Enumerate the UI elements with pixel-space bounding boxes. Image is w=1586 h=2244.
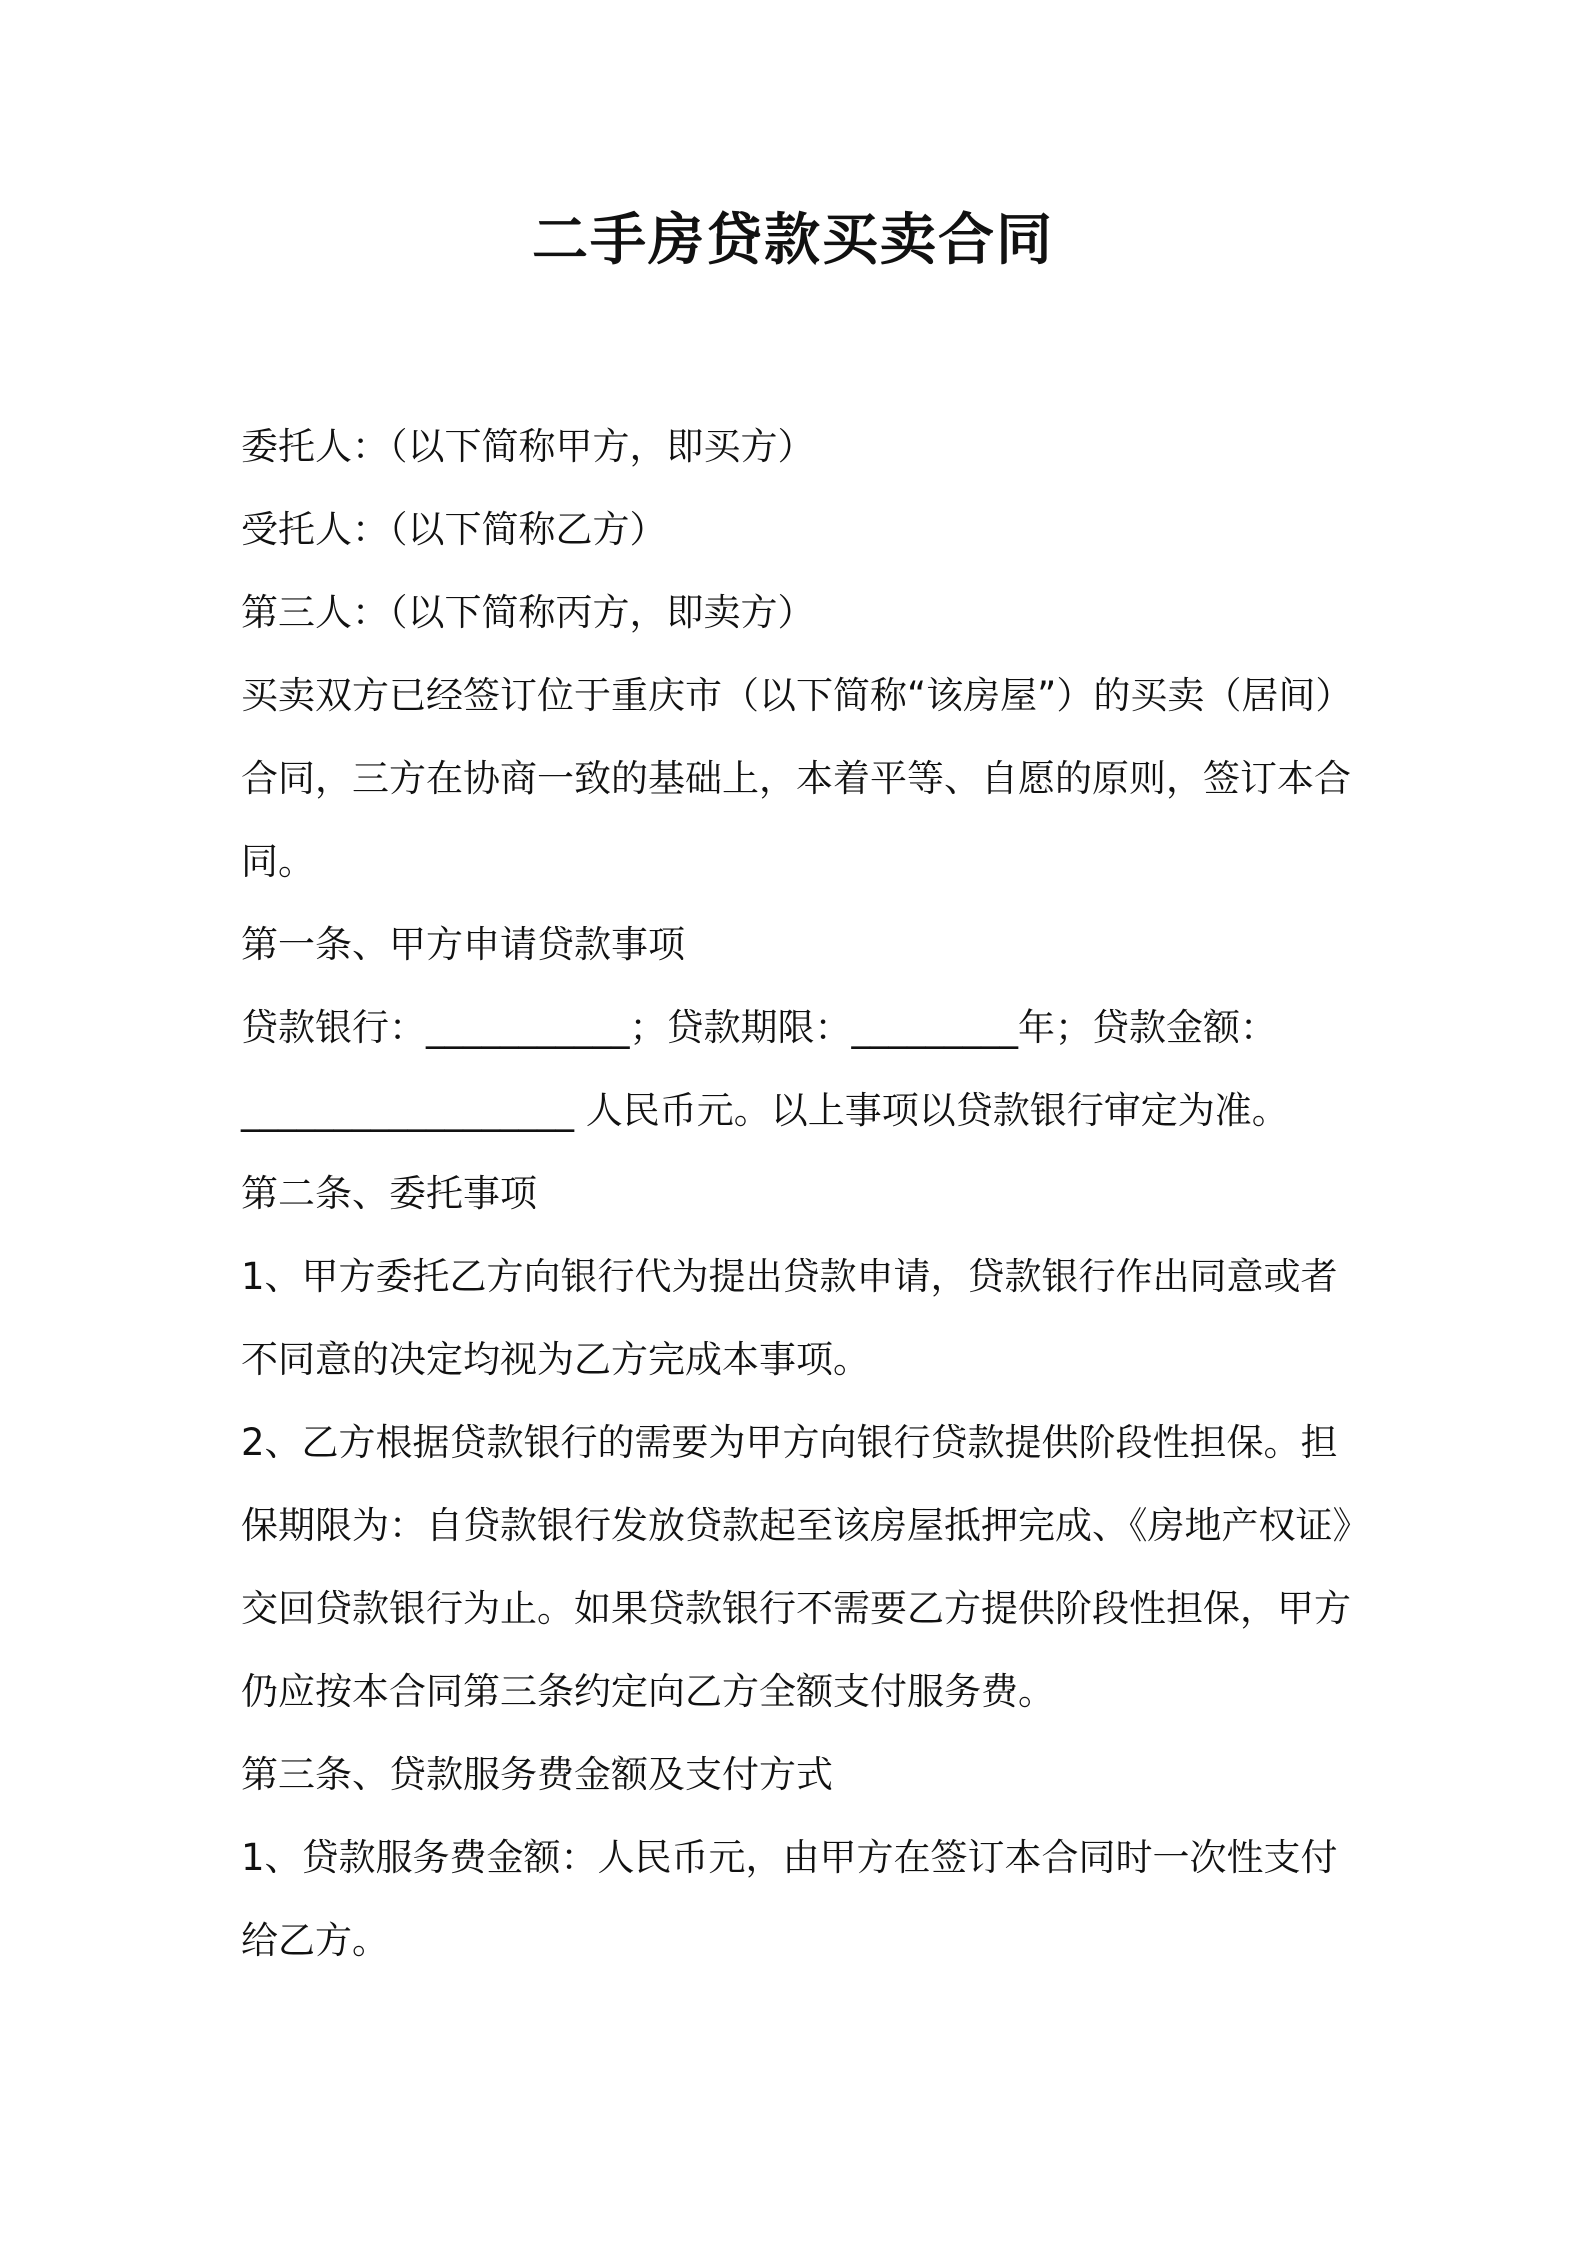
loan-details-line: __________________ 人民币元。以上事项以贷款银行审定为准。 [241, 1089, 1289, 1132]
preamble-line: 买卖双方已经签订位于重庆市（以下简称“该房屋”）的买卖（居间） [241, 674, 1353, 717]
party-agent-line: 受托人：（以下简称乙方） [241, 508, 667, 551]
article-2-heading: 第二条、委托事项 [241, 1172, 537, 1215]
clause-line: 给乙方。 [241, 1919, 389, 1962]
preamble-line: 同。 [241, 840, 315, 883]
clause-line: 不同意的决定均视为乙方完成本事项。 [241, 1338, 870, 1381]
document-body [241, 405, 1370, 1982]
document-title: 二手房贷款买卖合同 [532, 208, 1054, 273]
article-3-heading: 第三条、贷款服务费金额及支付方式 [241, 1753, 833, 1796]
preamble-line: 合同，三方在协商一致的基础上，本着平等、自愿的原则，签订本合 [241, 757, 1351, 800]
clause-line: 1、甲方委托乙方向银行代为提出贷款申请，贷款银行作出同意或者 [241, 1255, 1338, 1298]
clause-line: 仍应按本合同第三条约定向乙方全额支付服务费。 [241, 1670, 1055, 1713]
clause-line: 交回贷款银行为止。如果贷款银行不需要乙方提供阶段性担保，甲方 [241, 1587, 1351, 1630]
clause-line: 保期限为：自贷款银行发放贷款起至该房屋抵押完成、《房地产权证》 [241, 1504, 1370, 1547]
clause-line: 1、贷款服务费金额：人民币元，由甲方在签订本合同时一次性支付 [241, 1836, 1338, 1879]
party-client-line: 委托人：（以下简称甲方，即买方） [241, 425, 815, 468]
party-third-line: 第三人：（以下简称丙方，即卖方） [241, 591, 815, 634]
article-1-heading: 第一条、甲方申请贷款事项 [241, 923, 685, 966]
loan-details-line: 贷款银行：___________；贷款期限：_________年；贷款金额： [241, 1006, 1277, 1049]
clause-line: 2、乙方根据贷款银行的需要为甲方向银行贷款提供阶段性担保。担 [241, 1421, 1338, 1464]
